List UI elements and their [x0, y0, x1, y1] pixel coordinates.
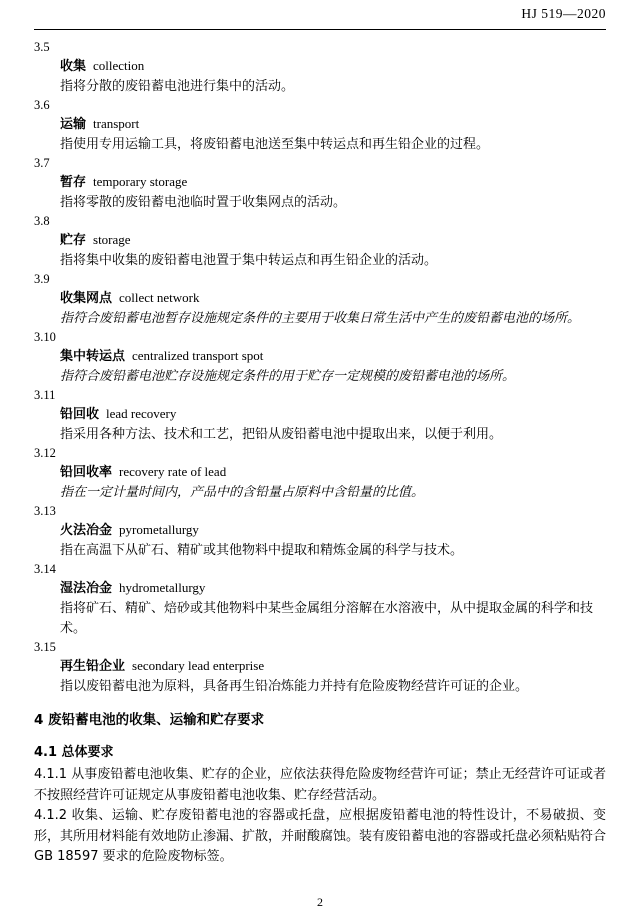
term-number: 3.13 — [34, 504, 56, 518]
subsection-heading: 4.1 总体要求 — [34, 745, 114, 760]
term-number: 3.9 — [34, 272, 50, 286]
term-definition: 指符合废铅蓄电池暂存设施规定条件的主要用于收集日常生活中产生的废铅蓄电池的场所。 — [60, 311, 581, 326]
term-definition: 指在高温下从矿石、精矿或其他物料中提取和精炼金属的科学与技术。 — [60, 543, 464, 558]
term-title — [34, 230, 606, 251]
term-entry — [34, 561, 606, 639]
term-number: 3.12 — [34, 446, 56, 460]
term-title — [34, 520, 606, 541]
term-entry — [34, 445, 606, 503]
term-title — [34, 346, 606, 367]
term-definition: 指将集中收集的废铅蓄电池置于集中转运点和再生铅企业的活动。 — [60, 253, 438, 268]
term-number: 3.14 — [34, 562, 56, 576]
term-title — [34, 288, 606, 309]
page-header — [34, 0, 606, 26]
term-definition: 指以废铅蓄电池为原料，具备再生铅冶炼能力并持有危险废物经营许可证的企业。 — [60, 679, 529, 694]
term-title — [34, 114, 606, 135]
term-entry — [34, 503, 606, 561]
term-name-en: hydrometallurgy — [119, 580, 206, 595]
term-definition: 指将分散的废铅蓄电池进行集中的活动。 — [60, 79, 295, 94]
term-name-cn: 运输 — [60, 117, 87, 132]
term-definition: 指使用专用运输工具，将废铅蓄电池送至集中转运点和再生铅企业的过程。 — [60, 137, 490, 152]
term-name-en: centralized transport spot — [132, 348, 264, 363]
term-name-cn: 湿法冶金 — [60, 581, 113, 596]
term-entry — [34, 39, 606, 97]
term-title — [34, 56, 606, 77]
term-title — [34, 578, 606, 599]
term-entry — [34, 213, 606, 271]
body-paragraph: 4.1.2 收集、运输、贮存废铅蓄电池的容器或托盘，应根据废铅蓄电池的特性设计，不易破损、变形，其所用材料能有效地防止渗漏、扩散，并耐酸腐蚀。装有废铅蓄电池的容器或托盘必须粘贴符合 GB 18597 要求的危险废物标签。 — [34, 808, 607, 864]
term-entry — [34, 97, 606, 155]
term-number: 3.7 — [34, 156, 50, 170]
term-name-cn: 火法冶金 — [60, 523, 113, 538]
term-name-cn: 收集网点 — [60, 291, 113, 306]
term-name-en: collect network — [119, 290, 200, 305]
term-definition: 指将矿石、精矿、焙砂或其他物料中某些金属组分溶解在水溶液中，从中提取金属的科学和技术。 — [60, 601, 594, 636]
term-number: 3.15 — [34, 640, 56, 654]
term-number: 3.11 — [34, 388, 56, 402]
term-name-cn: 暂存 — [60, 175, 87, 190]
term-entry — [34, 155, 606, 213]
term-name-en: collection — [93, 58, 145, 73]
term-name-cn: 收集 — [60, 59, 87, 74]
term-name-en: temporary storage — [93, 174, 188, 189]
term-name-en: secondary lead enterprise — [132, 658, 265, 673]
term-name-cn: 贮存 — [60, 233, 87, 248]
term-definition: 指在一定计量时间内，产品中的含铅量占原料中含铅量的比值。 — [60, 485, 425, 500]
term-name-en: pyrometallurgy — [119, 522, 199, 537]
term-title — [34, 404, 606, 425]
term-number: 3.10 — [34, 330, 56, 344]
term-name-en: storage — [93, 232, 131, 247]
term-entry — [34, 271, 606, 329]
term-definition: 指采用各种方法、技术和工艺，把铅从废铅蓄电池中提取出来，以便于利用。 — [60, 427, 503, 442]
term-name-cn: 铅回收率 — [60, 465, 113, 480]
term-title — [34, 462, 606, 483]
term-definition: 指将零散的废铅蓄电池临时置于收集网点的活动。 — [60, 195, 347, 210]
term-name-cn: 集中转运点 — [60, 349, 126, 364]
term-name-en: transport — [93, 116, 140, 131]
term-title — [34, 656, 606, 677]
standard-id: HJ 519—2020 — [521, 6, 606, 21]
header-divider — [34, 29, 606, 30]
body-paragraph: 4.1.1 从事废铅蓄电池收集、贮存的企业，应依法获得危险废物经营许可证；禁止无经营许可证或者不按照经营许可证规定从事废铅蓄电池收集、贮存经营活动。 — [34, 767, 606, 803]
term-number: 3.6 — [34, 98, 50, 112]
term-name-cn: 再生铅企业 — [60, 659, 126, 674]
terms-list — [34, 39, 606, 697]
term-entry — [34, 329, 606, 387]
term-name-cn: 铅回收 — [60, 407, 100, 422]
term-definition: 指符合废铅蓄电池贮存设施规定条件的用于贮存一定规模的废铅蓄电池的场所。 — [60, 369, 516, 384]
term-name-en: recovery rate of lead — [119, 464, 227, 479]
term-entry — [34, 387, 606, 445]
section-heading: 4 废铅蓄电池的收集、运输和贮存要求 — [34, 712, 265, 728]
term-number: 3.8 — [34, 214, 50, 228]
page-number: 2 — [317, 895, 323, 909]
term-entry — [34, 639, 606, 697]
term-number: 3.5 — [34, 40, 50, 54]
term-title — [34, 172, 606, 193]
term-name-en: lead recovery — [106, 406, 177, 421]
